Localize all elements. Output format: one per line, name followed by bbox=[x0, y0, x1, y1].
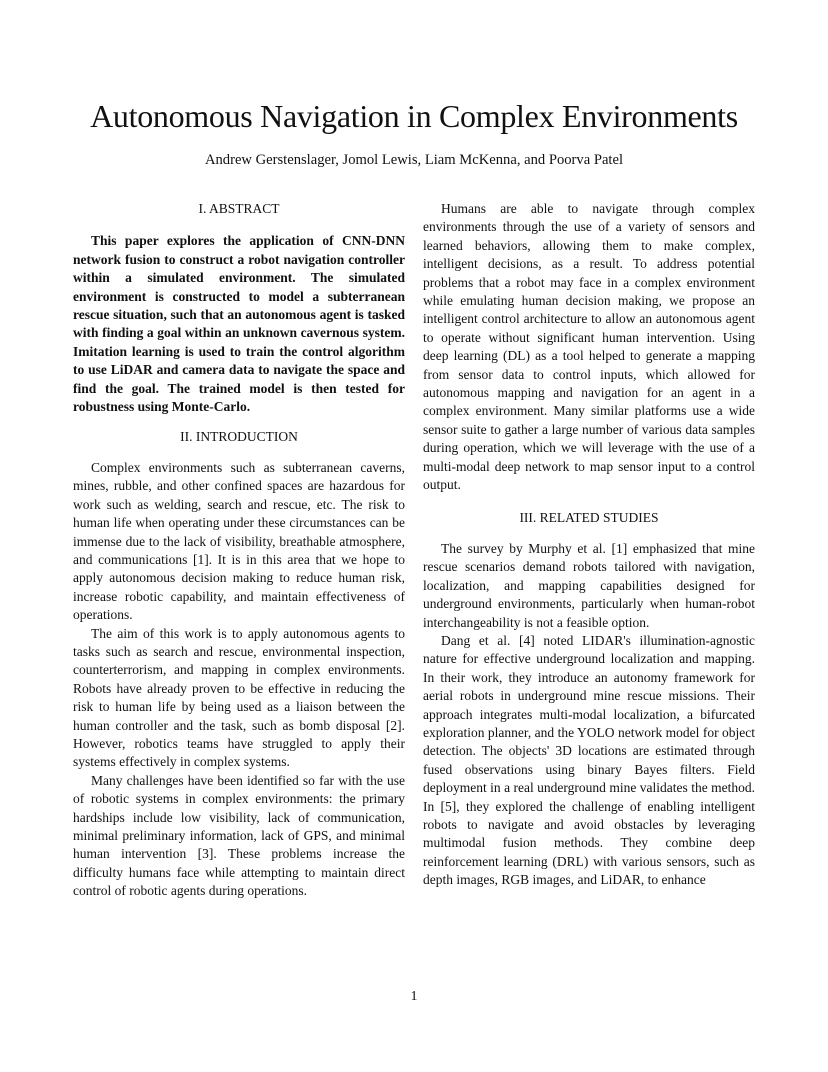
introduction-heading: II. INTRODUCTION bbox=[180, 429, 298, 445]
introduction-paragraph-4: Humans are able to navigate through complex environments through the use of a variety of sensors and learned behaviors, allowing them to make complex, intelligent decisions, as a result. To address potential problems that a robot may face in a complex environment while emulating human decision making, we propose an intelligent control architecture to allow an autonomous agent to operate without significant human intervention. Using deep learning (DL) as a tool helped to generate a mapping from sensor data to control inputs, which allowed for autonomous mapping and navigation for an agent in a complex environment. Many similar platforms use a wide sensor suite to gather a large number of various data samples during operation, which we will leverage with the use of a multi-modal deep network to map sensor input to a control output. bbox=[423, 201, 755, 493]
introduction-paragraph-1: Complex environments such as subterranean caverns, mines, rubble, and other confined spaces are hazardous for work such as welding, search and rescue, etc. The risk to human life when operating under these circumstances can be immense due to the lack of visibility, breathable atmosphere, and communications [1]. It is in this area that we hope to apply autonomous decision making to reduce human risk, increase robotic capability, and maintain effectiveness of operations. bbox=[73, 459, 405, 623]
author-list: Andrew Gerstenslager, Jomol Lewis, Liam McKenna, and Poorva Patel bbox=[204, 152, 624, 168]
abstract-text: This paper explores the application of CNN-DNN network fusion to construct a robot navigation controller within a simulated environment. The simulated environment is constructed to model a subterranean rescue situation, such that an autonomous agent is tasked with finding a goal within an unknown cavernous system. Imitation learning is used to train the control algorithm to use LiDAR and camera data to navigate the space and find the goal. The trained model is then tested for robustness using Monte-Carlo. bbox=[73, 233, 405, 415]
introduction-paragraph-2: The aim of this work is to apply autonomous agents to tasks such as search and rescue, environmental inspection, counterterrorism, and mapping in complex environments. Robots have already proven to be effective in reducing the risk to human life by being used as a liaison between the human controller and the task, such as bomb disposal [2]. However, robotics teams have struggled to apply their systems effectively in complex systems. bbox=[73, 625, 405, 770]
related-paragraph-2: Dang et al. [4] noted LIDAR's illumination-agnostic nature for effective underground localization and mapping. In their work, they introduce an autonomy framework for aerial robots in underground mine rescue missions. Their approach integrates multi-modal localization, a bifurcated exploration planner, and the YOLO network model for object detection. The objects' 3D locations are estimated through fused observations using binary Bayes filters. Field deployment in a real underground mine validates the method. In [5], they explored the challenge of enabling intelligent robots to navigate and avoid obstacles by leveraging multimodal fusion methods. They combine deep reinforcement learning (DRL) with various sensors, such as depth images, RGB images, and LiDAR, to enhance bbox=[423, 632, 755, 888]
introduction-paragraph-3: Many challenges have been identified so far with the use of robotic systems in complex environments: the primary hardships include low visibility, lack of communication, minimal preliminary information, lack of GPS, and minimal human intervention [3]. These problems increase the difficulty humans face while attempting to maintain direct control of robotic agents during operations. bbox=[73, 772, 405, 899]
abstract-heading: I. ABSTRACT bbox=[198, 201, 280, 216]
related-studies-heading: III. RELATED STUDIES bbox=[519, 509, 659, 525]
right-column bbox=[423, 200, 755, 890]
paper-title: Autonomous Navigation in Complex Environments bbox=[90, 98, 738, 134]
related-paragraph-1: The survey by Murphy et al. [1] emphasized that mine rescue scenarios demand robots tailored with navigation, localization, and mapping capabilities designed for underground environments, particularly when human-robot interchangeability is not a feasible option. bbox=[423, 540, 755, 630]
left-column bbox=[73, 200, 405, 901]
page-number: 1 bbox=[410, 989, 418, 1004]
